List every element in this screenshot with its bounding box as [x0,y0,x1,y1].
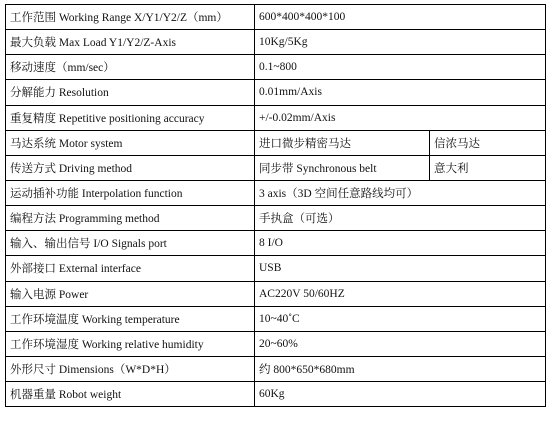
table-row [6,30,546,55]
spec-value: 600*400*400*100 [255,5,546,30]
spec-label: 工作范围 Working Range X/Y1/Y2/Z（mm） [6,5,255,30]
table-row [6,281,546,306]
spec-value: 20~60% [255,331,546,356]
table-row [6,55,546,80]
spec-value: +/-0.02mm/Axis [255,105,546,130]
spec-label: 外形尺寸 Dimensions（W*D*H） [6,356,255,381]
spec-value: 60Kg [255,382,546,407]
spec-label: 机器重量 Robot weight [6,382,255,407]
table-row [6,206,546,231]
spec-value: 0.01mm/Axis [255,80,546,105]
table-row [6,331,546,356]
spec-value: 10Kg/5Kg [255,30,546,55]
table-row [6,231,546,256]
table-row [6,130,546,155]
spec-value: 约 800*650*680mm [255,356,546,381]
spec-value: 8 I/O [255,231,546,256]
spec-value: 10~40˚C [255,306,546,331]
table-row [6,5,546,30]
spec-value: 手执盒（可选） [255,206,546,231]
spec-label: 工作环境湿度 Working relative humidity [6,331,255,356]
spec-label: 输入、输出信号 I/O Signals port [6,231,255,256]
table-row [6,356,546,381]
spec-value: 3 axis（3D 空间任意路线均可） [255,180,546,205]
table-row [6,180,546,205]
spec-label: 输入电源 Power [6,281,255,306]
spec-value: 0.1~800 [255,55,546,80]
spec-value: 同步带 Synchronous belt [255,155,430,180]
spec-value: USB [255,256,546,281]
spec-label: 最大负载 Max Load Y1/Y2/Z-Axis [6,30,255,55]
spec-label: 移动速度（mm/sec） [6,55,255,80]
table-row [6,382,546,407]
spec-label: 编程方法 Programming method [6,206,255,231]
table-row [6,256,546,281]
table-row [6,306,546,331]
spec-label: 马达系统 Motor system [6,130,255,155]
spec-label: 重复精度 Repetitive positioning accuracy [6,105,255,130]
spec-label: 工作环境温度 Working temperature [6,306,255,331]
spec-label: 传送方式 Driving method [6,155,255,180]
spec-label: 运动插补功能 Interpolation function [6,180,255,205]
spec-label: 外部接口 External interface [6,256,255,281]
spec-table [5,4,546,407]
spec-value: AC220V 50/60HZ [255,281,546,306]
spec-value: 进口微步精密马达 [255,130,430,155]
table-row [6,105,546,130]
spec-label: 分解能力 Resolution [6,80,255,105]
spec-value-brand: 信浓马达 [430,130,546,155]
table-row [6,80,546,105]
table-row [6,155,546,180]
spec-value-brand: 意大利 [430,155,546,180]
